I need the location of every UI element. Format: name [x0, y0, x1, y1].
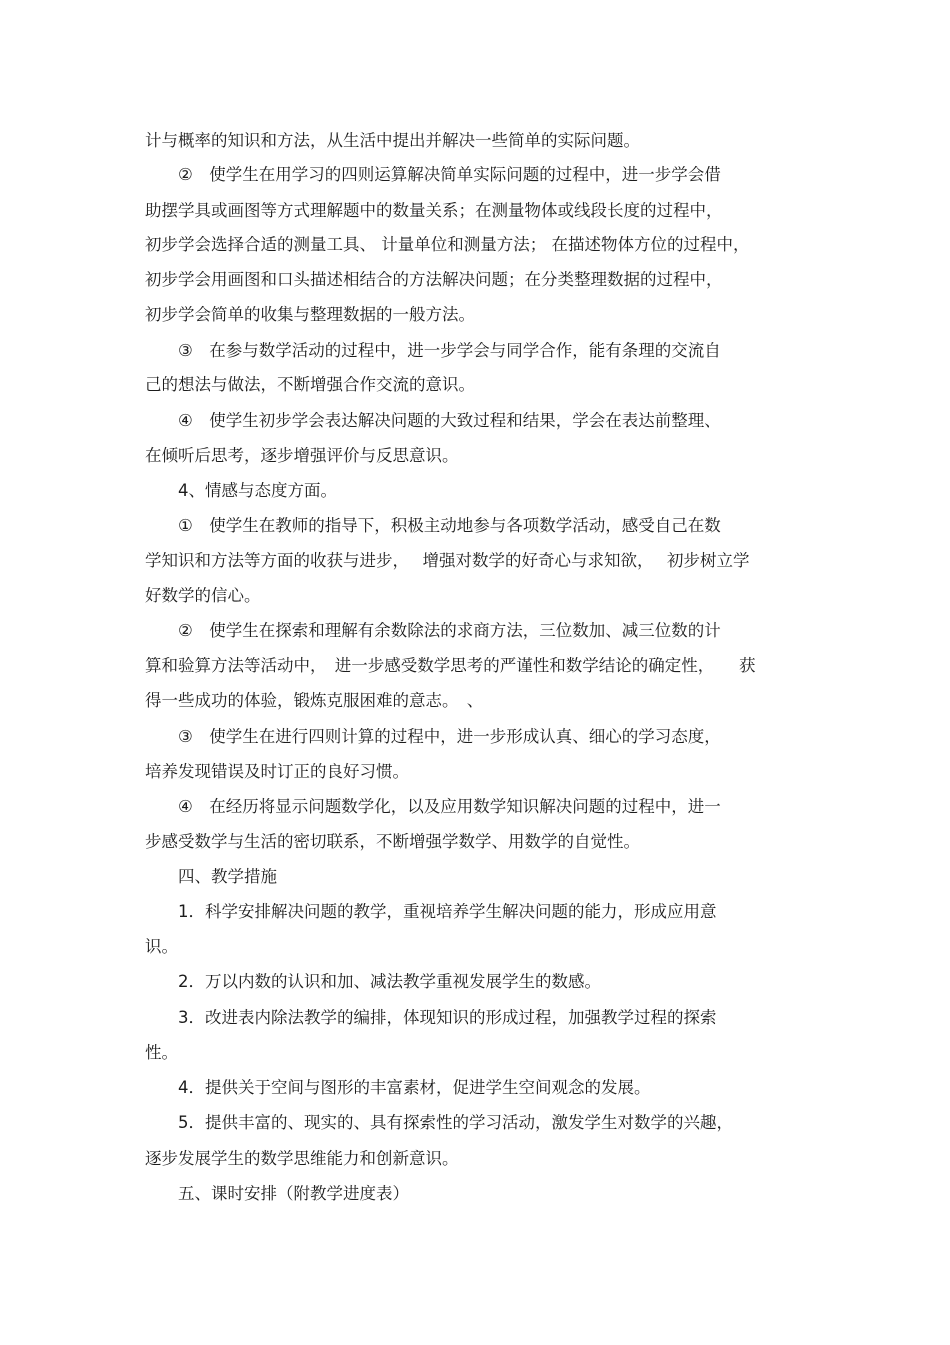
text-line: 计与概率的知识和方法，从生活中提出并解决一些简单的实际问题。	[145, 131, 640, 150]
text-line: 培养发现错误及时订正的良好习惯。	[145, 762, 409, 781]
text-line: 4．提供关于空间与图形的丰富素材，促进学生空间观念的发展。	[178, 1078, 651, 1097]
text-line: 2．万以内数的认识和加、减法教学重视发展学生的数感。	[178, 972, 601, 991]
text-line: ③ 使学生在进行四则计算的过程中，进一步形成认真、细心的学习态度，	[178, 727, 721, 746]
text-line: 助摆学具或画图等方式理解题中的数量关系；在测量物体或线段长度的过程中，	[145, 201, 723, 220]
text-line: 学知识和方法等方面的收获与进步， 增强对数学的好奇心与求知欲， 初步树立学	[145, 551, 750, 570]
text-line: 初步学会用画图和口头描述相结合的方法解决问题；在分类整理数据的过程中，	[145, 270, 723, 289]
text-line: ④ 在经历将显示问题数学化，以及应用数学知识解决问题的过程中，进一	[178, 797, 721, 816]
text-line: ② 使学生在用学习的四则运算解决简单实际问题的过程中，进一步学会借	[178, 165, 721, 184]
text-line: 性。	[145, 1043, 178, 1062]
text-line: 算和验算方法等活动中， 进一步感受数学思考的严谨性和数学结论的确定性， 获	[145, 656, 756, 675]
text-line: ④ 使学生初步学会表达解决问题的大致过程和结果，学会在表达前整理、	[178, 411, 721, 430]
text-line: 好数学的信心。	[145, 586, 261, 605]
text-line: 己的想法与做法，不断增强合作交流的意识。	[145, 375, 475, 394]
text-line: 初步学会选择合适的测量工具、 计量单位和测量方法； 在描述物体方位的过程中，	[145, 235, 750, 254]
text-line: 得一些成功的体验，锻炼克服困难的意志。 、	[145, 691, 484, 710]
section-heading: 4、情感与态度方面。	[178, 481, 337, 500]
section-heading: 五、课时安排（附教学进度表）	[178, 1184, 409, 1203]
text-line: ① 使学生在教师的指导下，积极主动地参与各项数学活动，感受自己在数	[178, 516, 721, 535]
text-line: ③ 在参与数学活动的过程中，进一步学会与同学合作，能有条理的交流自	[178, 341, 721, 360]
text-line: 初步学会简单的收集与整理数据的一般方法。	[145, 305, 475, 324]
text-line: 逐步发展学生的数学思维能力和创新意识。	[145, 1149, 459, 1168]
text-line: 步感受数学与生活的密切联系，不断增强学数学、用数学的自觉性。	[145, 832, 640, 851]
section-heading: 四、教学措施	[178, 867, 277, 886]
text-line: 在倾听后思考，逐步增强评价与反思意识。	[145, 446, 459, 465]
text-line: 3．改进表内除法教学的编排，体现知识的形成过程，加强教学过程的探索	[178, 1008, 717, 1027]
text-line: 1．科学安排解决问题的教学，重视培养学生解决问题的能力，形成应用意	[178, 902, 717, 921]
text-line: ② 使学生在探索和理解有余数除法的求商方法，三位数加、减三位数的计	[178, 621, 721, 640]
text-line: 识。	[145, 937, 178, 956]
text-line: 5．提供丰富的、现实的、具有探索性的学习活动，激发学生对数学的兴趣，	[178, 1113, 733, 1132]
